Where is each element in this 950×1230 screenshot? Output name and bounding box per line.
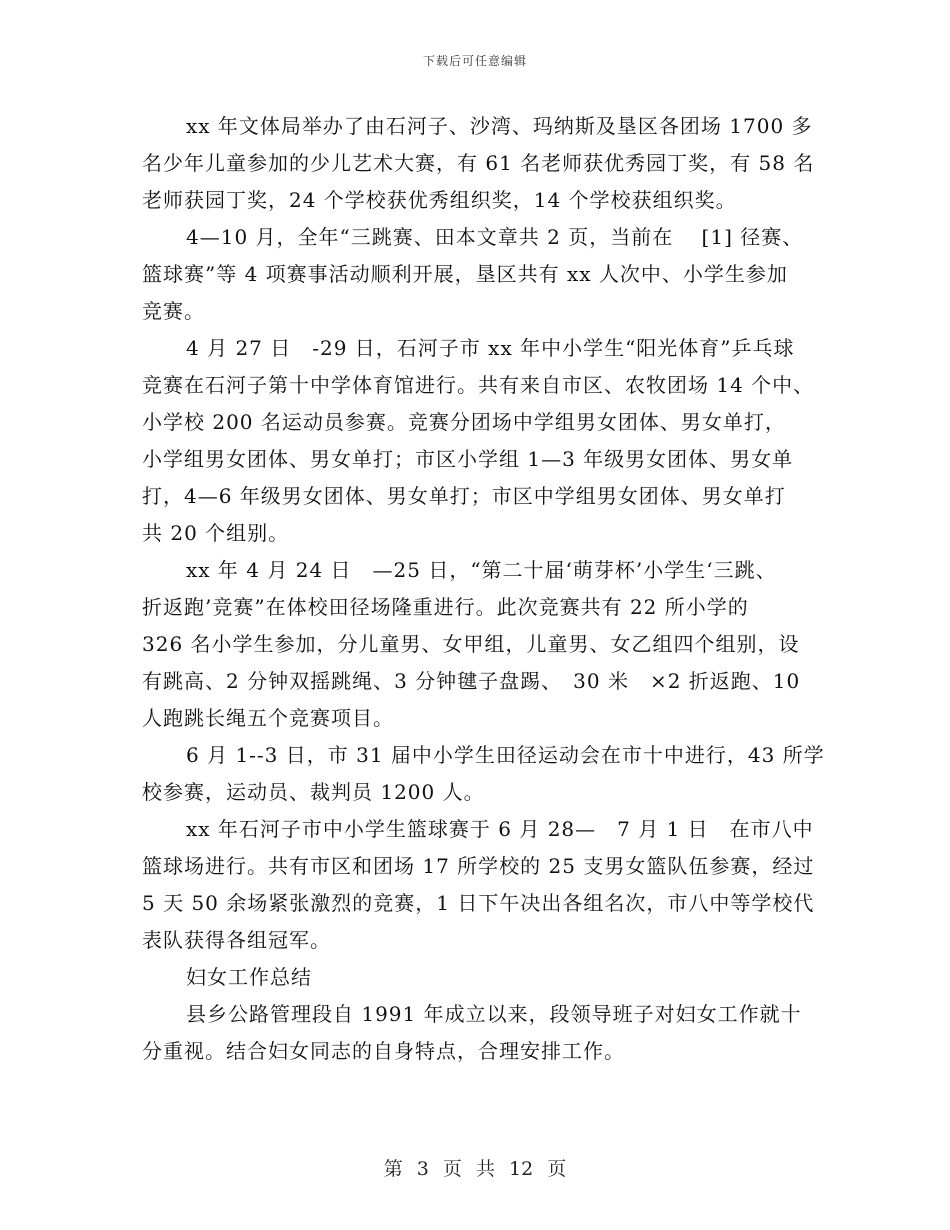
text-line: 小学校 200 名运动员参赛。竞赛分团场中学组男女团体、男女单打， [142,410,786,434]
text-line: 4—10 月，全年“三跳赛、田本文章共 2 页，当前在 [1] 径赛、 [186,225,804,249]
text-line: 表队获得各组冠军。 [142,928,331,952]
text-line: xx 年文体局举办了由石河子、沙湾、玛纳斯及垦区各团场 1700 多 [186,114,813,138]
text-line: 老师获园丁奖，24 个学校获优秀组织奖，14 个学校获组织奖。 [142,188,737,212]
page-header-note: 下载后可任意编辑 [422,54,527,68]
text-line: 打，4—6 年级男女团体、男女单打；市区中学组男女团体、男女单打 [142,484,786,508]
text-line: 6 月 1--3 日，市 31 届中小学生田径运动会在市十中进行，43 所学 [186,743,825,767]
text-line: 篮球场进行。共有市区和团场 17 所学校的 25 支男女篮队伍参赛，经过 [142,854,815,878]
text-line: 4 月 27 日 -29 日，石河子市 xx 年中小学生“阳光体育”乒乓球 [186,336,795,360]
text-line: 共 20 个组别。 [142,521,290,545]
text-line: 小学组男女团体、男女单打；市区小学组 1—3 年级男女团体、男女单 [142,447,794,471]
text-line: 竞赛。 [142,299,205,323]
page-number-footer: 第 3 页 共 12 页 [383,1158,567,1180]
text-line: 有跳高、2 分钟双摇跳绳、3 分钟毽子盘踢、 30 米 ×2 折返跑、10 [142,669,801,693]
text-line: 人跑跳长绳五个竞赛项目。 [142,706,394,730]
text-line: 分重视。结合妇女同志的自身特点，合理安排工作。 [142,1039,625,1063]
text-line: 竞赛在石河子第十中学体育馆进行。共有来自市区、农牧团场 14 个中、 [142,373,815,397]
text-line: 篮球赛”等 4 项赛事活动顺利开展，垦区共有 xx 人次中、小学生参加 [142,262,788,286]
text-line: 326 名小学生参加，分儿童男、女甲组，儿童男、女乙组四个组别，设 [142,632,800,656]
text-line: 县乡公路管理段自 1991 年成立以来，段领导班子对妇女工作就十 [186,1002,802,1026]
text-line: xx 年 4 月 24 日 —25 日，“第二十届‘萌芽杯’小学生‘三跳、 [186,558,777,582]
text-line: 折返跑’竞赛”在体校田径场隆重进行。此次竞赛共有 22 所小学的 [142,595,749,619]
text-line: 5 天 50 余场紧张激烈的竞赛，1 日下午决出各组名次，市八中等学校代 [142,891,815,915]
text-line: 妇女工作总结 [186,965,312,989]
text-line: 校参赛，运动员、裁判员 1200 人。 [142,780,485,804]
text-line: xx 年石河子市中小学生篮球赛于 6 月 28— 7 月 1 日 在市八中 [186,817,814,841]
document-body [142,108,825,1070]
text-line: 名少年儿童参加的少儿艺术大赛，有 61 名老师获优秀园丁奖，有 58 名 [142,151,815,175]
